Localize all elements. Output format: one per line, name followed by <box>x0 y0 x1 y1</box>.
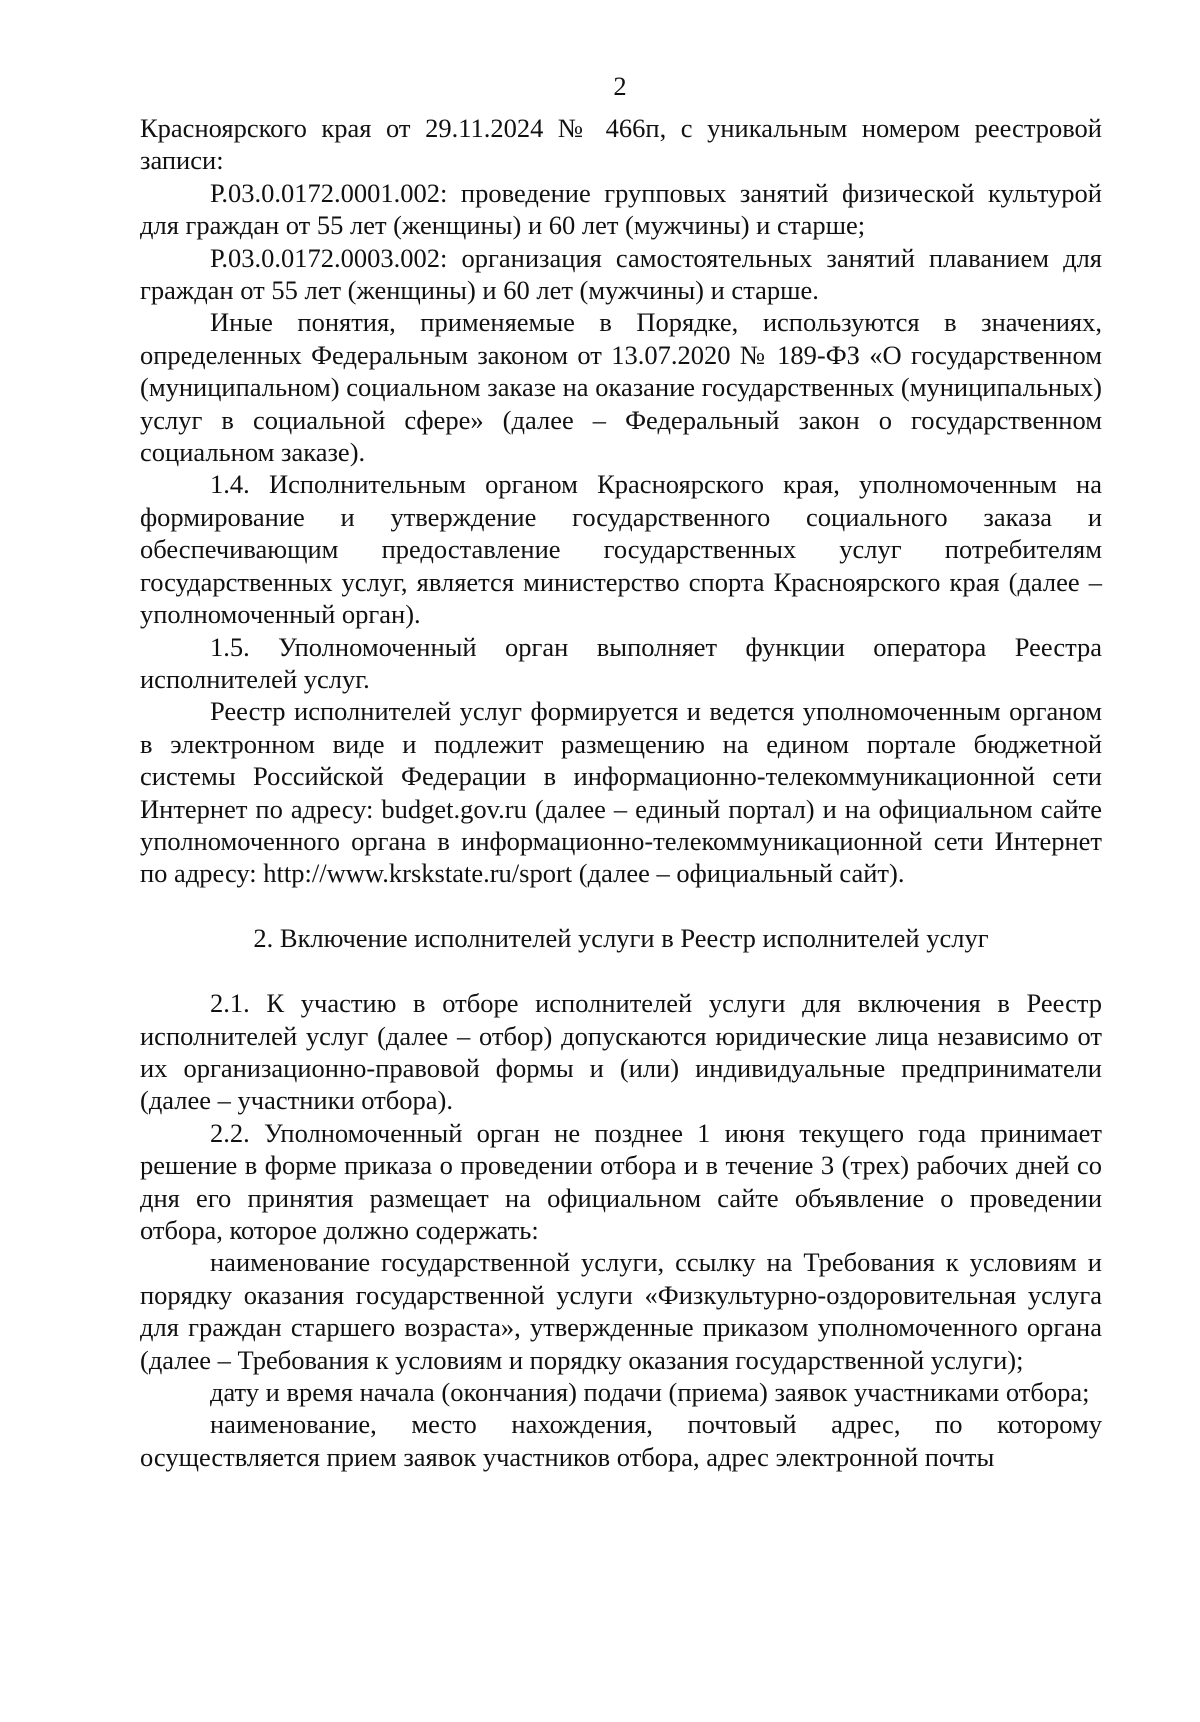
paragraph: Иные понятия, применяемые в Порядке, используются в значениях, определенных Федеральным законом от 13.07.2020 № 189-ФЗ «О государственном (муниципальном) социальном заказе на оказание государственных (муниципальных) услуг в социальной сфере» (далее – Федеральный закон о государственном социальном заказе). <box>140 307 1102 468</box>
paragraph: 2.2. Уполномоченный орган не позднее 1 июня текущего года принимает решение в форме приказа о проведении отбора и в течение 3 (трех) рабочих дней со дня его принятия размещает на официальном сайте объявление о проведении отбора, которое должно содержать: <box>140 1117 1102 1245</box>
paragraph: Р.03.0.0172.0003.002: организация самостоятельных занятий плаванием для граждан от 55 лет (женщины) и 60 лет (мужчины) и старше. <box>140 242 1102 306</box>
page-number: 2 <box>613 71 627 101</box>
paragraph: 1.4. Исполнительным органом Красноярского края, уполномоченным на формирование и утверждение государственного социального заказа и обеспечивающим предоставление государственных услуг потребителям государственных услуг, является министерство спорта Красноярского края (далее – уполномоченный орган). <box>140 469 1102 630</box>
paragraph: Реестр исполнителей услуг формируется и ведется уполномоченным органом в электронном виде и подлежит размещению на едином портале бюджетной системы Российской Федерации в информационно-телекоммуникационной сети Интернет по адресу: budget.gov.ru (далее – единый портал) и на официальном сайте уполномоченного органа в информационно-телекоммуникационной сети Интернет по адресу: http://www.krskstate.ru/sport (далее – официальный сайт). <box>140 696 1102 889</box>
paragraph: дату и время начала (окончания) подачи (приема) заявок участниками отбора; <box>210 1377 1090 1408</box>
paragraph: Р.03.0.0172.0001.002: проведение групповых занятий физической культурой для граждан от 55 лет (женщины) и 60 лет (мужчины) и старше; <box>140 177 1102 241</box>
paragraph: Красноярского края от 29.11.2024 № 466п, с уникальным номером реестровой записи: <box>140 113 1102 176</box>
paragraph: 1.5. Уполномоченный орган выполняет функции оператора Реестра исполнителей услуг. <box>140 631 1102 694</box>
paragraph: наименование государственной услуги, ссылку на Требования к условиям и порядку оказания государственной услуги «Физкультурно-оздоровительная услуга для граждан старшего возраста», утвержденные приказом уполномоченного органа (далее – Требования к условиям и порядку оказания государственной услуги); <box>140 1247 1102 1375</box>
section-heading: 2. Включение исполнителей услуги в Реестр исполнителей услуг <box>253 922 989 953</box>
paragraph: наименование, место нахождения, почтовый адрес, по которому осуществляется прием заявок участников отбора, адрес электронной почты <box>140 1409 1102 1472</box>
document-body <box>140 112 1102 1473</box>
paragraph: 2.1. К участию в отборе исполнителей услуги для включения в Реестр исполнителей услуг (далее – отбор) допускаются юридические лица независимо от их организационно-правовой формы и (или) индивидуальные предприниматели (далее – участники отбора). <box>140 988 1102 1116</box>
